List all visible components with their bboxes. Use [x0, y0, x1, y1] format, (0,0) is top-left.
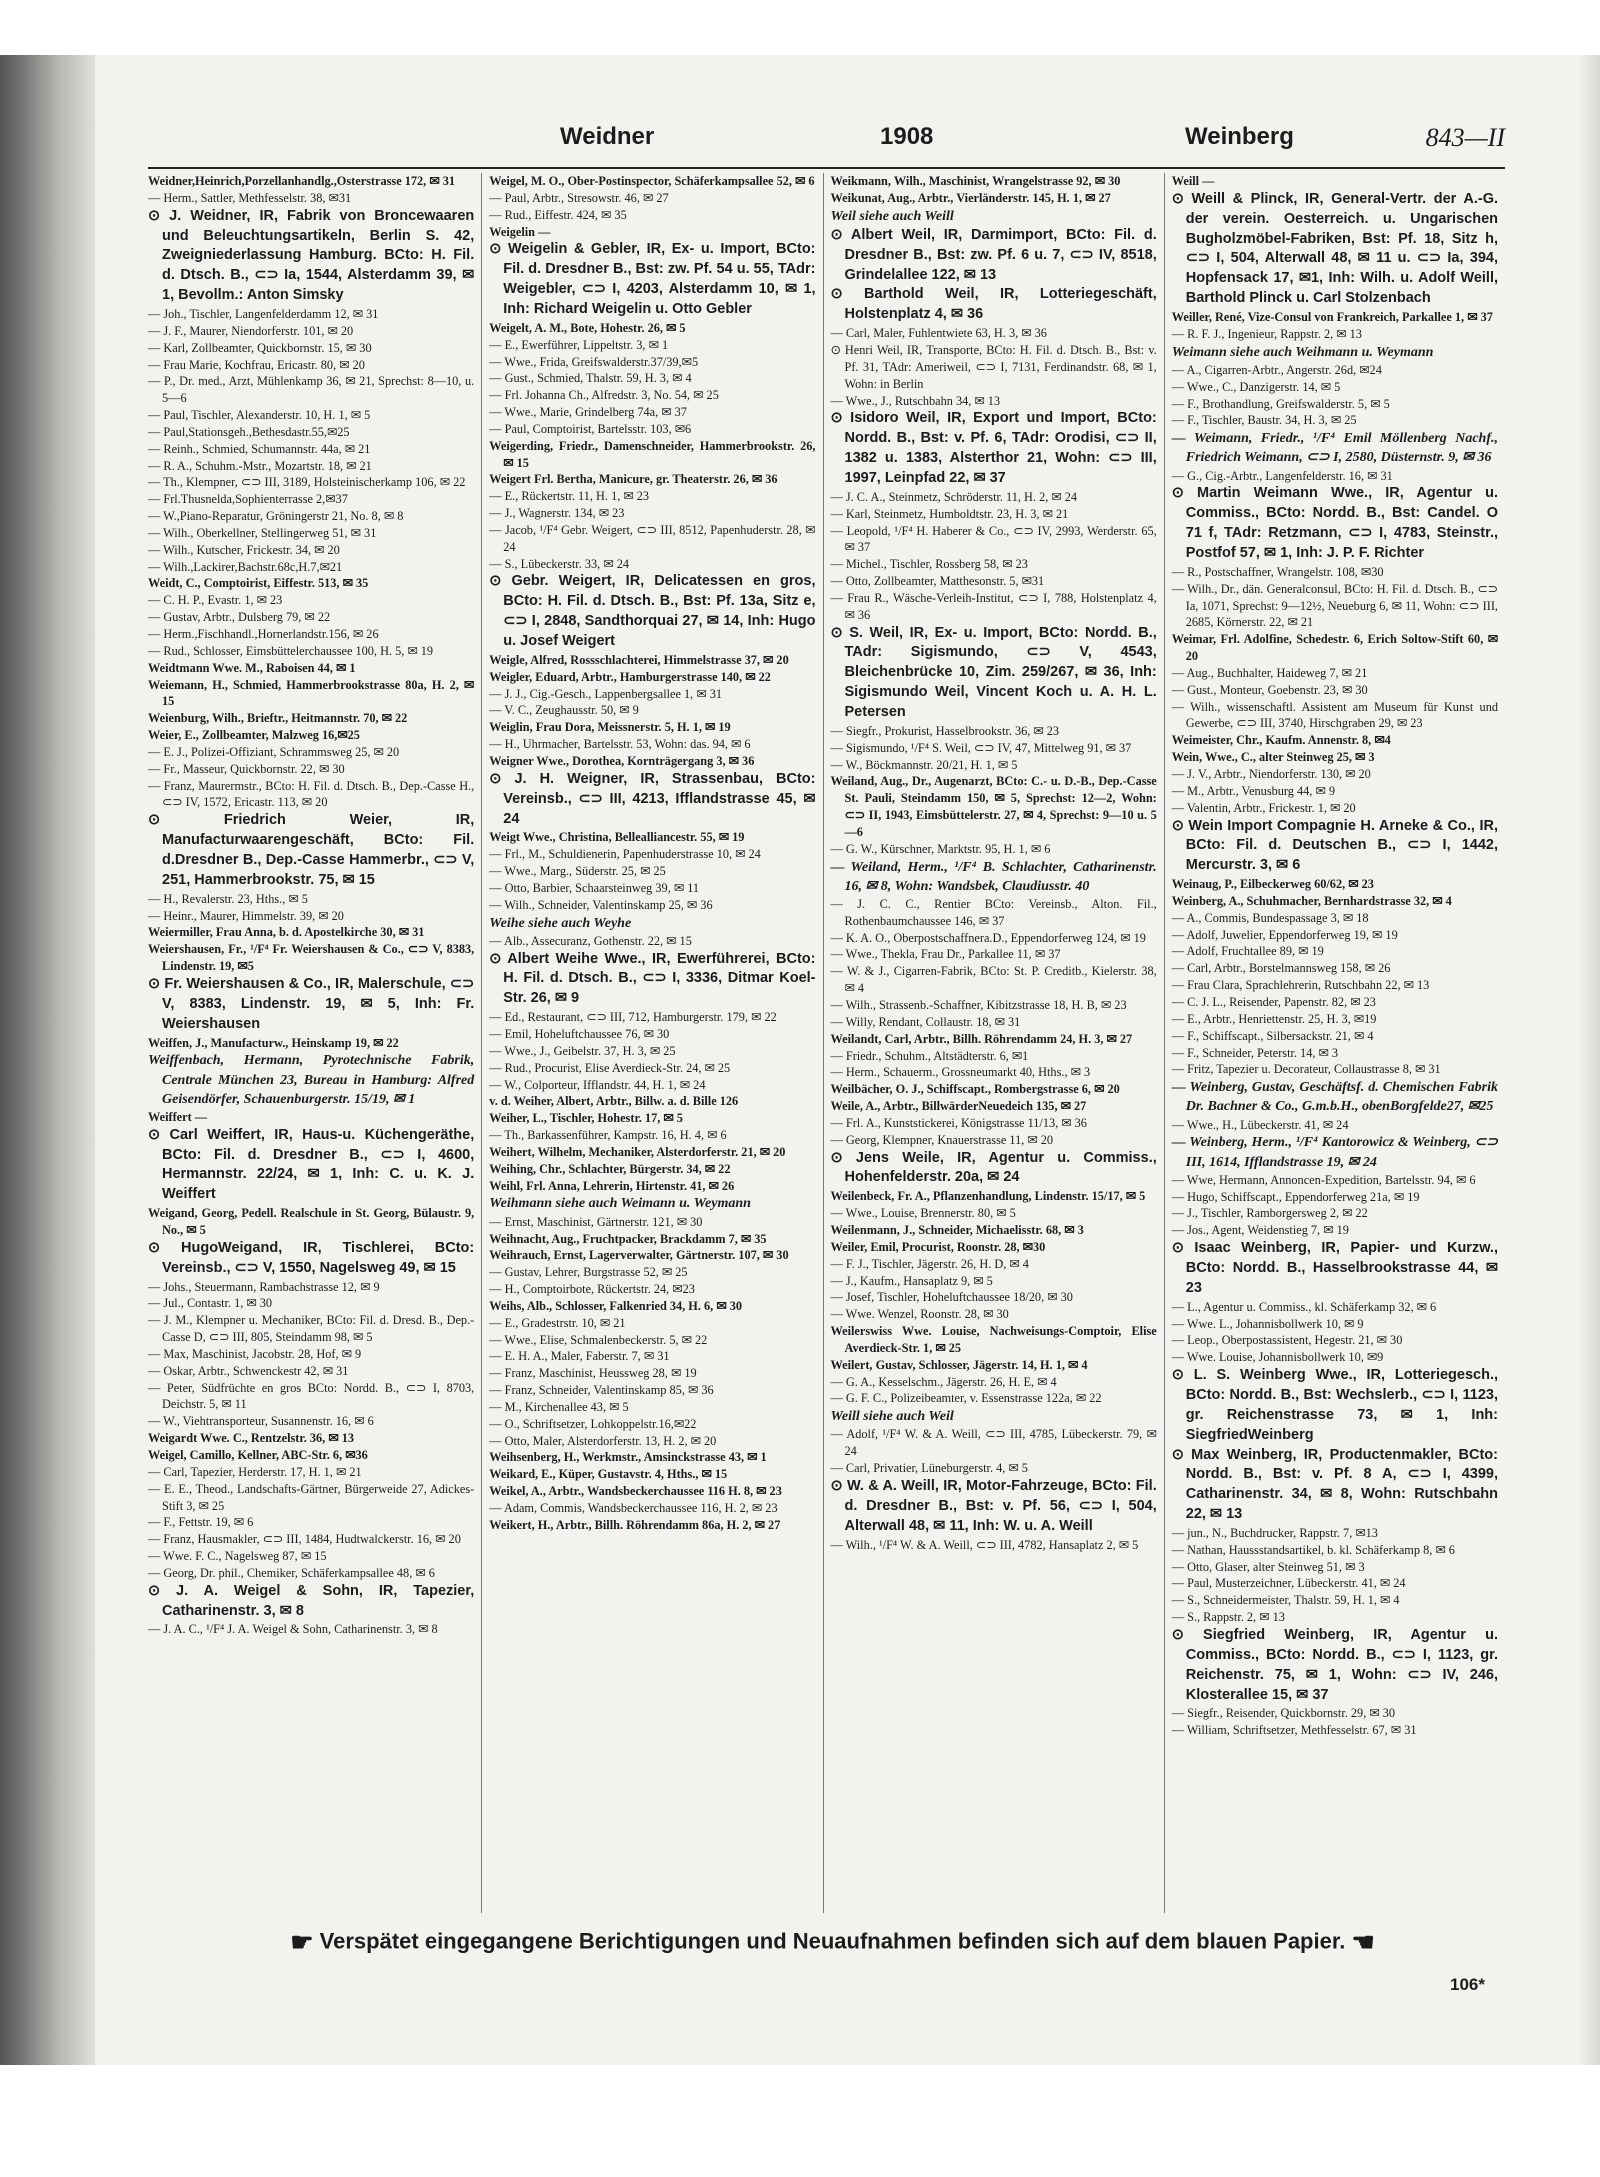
directory-entry: — Wwe. L., Johannisbollwerk 10, ✉ 9	[1171, 1316, 1364, 1331]
directory-entry: — Franz, Hausmakler, ⊂⊃ III, 1484, Hudtwalckerstr. 16, ✉ 20	[148, 1532, 461, 1547]
directory-entry: — Max, Maschinist, Jacobstr. 28, Hof, ✉ 9	[148, 1346, 362, 1361]
directory-entry: — J. M., Klempner u. Mechaniker, BCto: Fil. d. Dresd. B., Dep.-Casse D, ⊂⊃ III, 805, Steindamm 98, ✉ 5	[148, 1313, 475, 1345]
directory-entry: — Heinr., Maurer, Himmelstr. 39, ✉ 20	[148, 908, 344, 923]
directory-entry: ⊙ Isaac Weinberg, IR, Papier- und Kurzw., BCto: Nordd. B., Hasselbrookstrasse 44, ✉ 23	[1171, 1240, 1498, 1296]
directory-entry: Weinberg, A., Schuhmacher, Bernhardstrasse 32, ✉ 4	[1171, 893, 1452, 908]
directory-entry: — Fritz, Tapezier u. Decorateur, Collaustrasse 8, ✉ 31	[1171, 1062, 1441, 1077]
directory-entry: — Wwe, Hermann, Annoncen-Expedition, Bartelsstr. 94, ✉ 6	[1171, 1172, 1476, 1187]
footer-notice-text: Verspätet eingegangene Berichtigungen und Neuaufnahmen befinden sich auf dem blauen Papier.	[319, 1928, 1346, 1954]
directory-entry: Weigel, Camillo, Kellner, ABC-Str. 6, ✉36	[148, 1448, 368, 1463]
directory-entry: ⊙ S. Weil, IR, Ex- u. Import, BCto: Nordd. B., TAdr: Sigismundo, ⊂⊃ V, 4543, Bleichenbrücke 10, Zim. 259/267, ✉ 36, Inh: Sigismundo Weil, Vincent Koch u. A. H. L. Petersen	[830, 624, 1157, 720]
directory-entry: ⊙ Weigelin & Gebler, IR, Ex- u. Import, BCto: Fil. d. Dresdner B., Bst: zw. Pf. 54 u. 55, TAdr: Weigebler, ⊂⊃ I, 4203, Alsterdamm 10, ✉ 1, Inh: Richard Weigelin u. Otto Gebler	[489, 241, 816, 317]
directory-entry: — V. C., Zeughausstr. 50, ✉ 9	[489, 703, 639, 718]
directory-entry: — J. V., Arbtr., Niendorferstr. 130, ✉ 20	[1171, 766, 1371, 781]
header-rule	[148, 167, 1505, 169]
directory-entry: Weil siehe auch Weill	[830, 208, 954, 224]
directory-entry: — A., Cigarren-Arbtr., Angerstr. 26d, ✉24	[1171, 362, 1382, 377]
directory-entry: ⊙ Jens Weile, IR, Agentur u. Commiss., Hohenfelderstr. 20a, ✉ 24	[830, 1149, 1157, 1186]
directory-entry: Weigner Wwe., Dorothea, Kornträgergang 3, ✉ 36	[489, 753, 755, 768]
directory-entry: — Rud., Eiffestr. 424, ✉ 35	[489, 207, 627, 222]
directory-entry: — G., Cig.-Arbtr., Langenfelderstr. 16, ✉ 31	[1171, 468, 1393, 483]
directory-entry: ⊙ Fr. Weiershausen & Co., IR, Malerschule, ⊂⊃ V, 8383, Lindenstr. 19, ✉ 5, Inh: Fr. Weiershausen	[148, 975, 475, 1032]
directory-entry: — Ed., Restaurant, ⊂⊃ III, 712, Hamburgerstr. 179, ✉ 22	[489, 1010, 777, 1025]
directory-entry: Weigerding, Friedr., Damenschneider, Hammerbrookstr. 26, ✉ 15	[489, 438, 816, 470]
directory-entry: — Jacob, ¹/F⁴ Gebr. Weigert, ⊂⊃ III, 8512, Papenhuderstr. 28, ✉ 24	[489, 522, 816, 554]
directory-entry: — Nathan, Haussstandsartikel, b. kl. Schäferkamp 8, ✉ 6	[1171, 1542, 1455, 1557]
directory-entry: — Weinberg, Gustav, Geschäftsf. d. Chemischen Fabrik Dr. Bachner & Co., G.m.b.H., obenBorgfelde27, ✉25	[1171, 1080, 1498, 1115]
directory-entry: Weiglin, Frau Dora, Meissnerstr. 5, H. 1, ✉ 19	[489, 720, 731, 735]
directory-entry: Weill siehe auch Weil	[830, 1409, 954, 1425]
directory-entry: — Wilh., wissenschaftl. Assistent am Museum für Kunst und Gewerbe, ⊂⊃ III, 3740, Hirschgraben 29, ✉ 23	[1171, 699, 1498, 731]
header-left-keyword: Weidner	[560, 123, 655, 150]
directory-entry: — Wwe., Elise, Schmalenbeckerstr. 5, ✉ 22	[489, 1332, 708, 1347]
directory-entry: — E. J., Polizei-Offiziant, Schrammsweg 25, ✉ 20	[148, 744, 400, 759]
directory-entry: — C. J. L., Reisender, Papenstr. 82, ✉ 23	[1171, 995, 1376, 1009]
directory-entry: v. d. Weiher, Albert, Arbtr., Billw. a. d. Bille 126	[489, 1094, 739, 1109]
directory-entry: — Otto, Barbier, Schaarsteinweg 39, ✉ 11	[489, 880, 700, 895]
directory-entry: — Aug., Buchhalter, Haideweg 7, ✉ 21	[1171, 665, 1368, 680]
column-4	[1164, 173, 1505, 1913]
directory-entry: — F., Schiffscapt., Silbersackstr. 21, ✉ 4	[1171, 1028, 1374, 1043]
directory-entry: ⊙ Weill & Plinck, IR, General-Vertr. der A.-G. der verein. Oesterreich. u. Ungarischen Bugholzmöbel-Fabriken, Bst: Pf. 18, Sitz h, ⊂⊃ I, 504, Alterwall 48, ✉ 11 u. ⊂⊃ Ia, 394, Hopfensack 17, ✉1, Inh: Wilh. u. Adolf Weill, Barthold Plinck u. Carl Stolzenbach	[1171, 190, 1498, 307]
directory-entry: — G. F. C., Polizeibeamter, v. Essenstrasse 122a, ✉ 22	[830, 1391, 1102, 1406]
directory-entry: ⊙ Friedrich Weier, IR, Manufacturwaarengeschäft, BCto: Fil. d.Dresdner B., Dep.-Casse Hammerbr., ⊂⊃ V, 251, Hammerbrookstr. 75, ✉ 15	[148, 812, 475, 888]
directory-entry: — Wwe., Frida, Greifswalderstr.37/39,✉5	[489, 354, 699, 369]
directory-entry: Weiermiller, Frau Anna, b. d. Apostelkirche 30, ✉ 31	[148, 925, 425, 940]
directory-entry: Weigler, Eduard, Arbtr., Hamburgerstrasse 140, ✉ 22	[489, 669, 771, 684]
directory-entry: — Wilh., Oberkellner, Stellingerweg 51, ✉ 31	[148, 525, 377, 540]
directory-entry: Weinaug, P., Eilbeckerweg 60/62, ✉ 23	[1171, 877, 1374, 892]
directory-entry: — A., Commis, Bundespassage 3, ✉ 18	[1171, 910, 1369, 925]
directory-entry: — J. A. C., ¹/F⁴ J. A. Weigel & Sohn, Catharinenstr. 3, ✉ 8	[148, 1622, 438, 1637]
directory-entry: — Wwe. Wenzel, Roonstr. 28, ✉ 30	[830, 1307, 1009, 1322]
directory-entry: — Paul, Musterzeichner, Lübeckerstr. 41, ✉ 24	[1171, 1576, 1406, 1591]
directory-entry: — Jul., Contastr. 1, ✉ 30	[148, 1296, 273, 1311]
directory-entry: — Frau R., Wäsche-Verleih-Institut, ⊂⊃ I, 788, Holstenplatz 4, ✉ 36	[830, 590, 1157, 622]
directory-entry: — Paul, Comptoirist, Bartelsstr. 103, ✉6	[489, 421, 692, 436]
directory-entry: Weihe siehe auch Weyhe	[489, 915, 632, 931]
directory-entry: — Rud., Schlosser, Eimsbüttelerchaussee 100, H. 5, ✉ 19	[148, 643, 434, 658]
directory-entry: — J. F., Maurer, Niendorferstr. 101, ✉ 20	[148, 323, 354, 338]
directory-entry: Weilerswiss Wwe. Louise, Nachweisungs-Comptoir, Elise Averdieck-Str. 1, ✉ 25	[830, 1324, 1157, 1355]
header-year: 1908	[880, 123, 934, 150]
directory-entry: — Johs., Steuermann, Rambachstrasse 12, ✉ 9	[148, 1279, 380, 1294]
directory-entry: — Th., Barkassenführer, Kampstr. 16, H. 4, ✉ 6	[489, 1128, 727, 1143]
footer-notice	[260, 1927, 1405, 1958]
directory-entry: — M., Kirchenallee 43, ✉ 5	[489, 1399, 629, 1414]
directory-entry: — Wwe., J., Geibelstr. 37, H. 3, ✉ 25	[489, 1043, 676, 1058]
directory-entry: Weigel, M. O., Ober-Postinspector, Schäferkampsallee 52, ✉ 6	[489, 174, 815, 188]
directory-entry: — Adolf, Juwelier, Eppendorferweg 19, ✉ 19	[1171, 927, 1398, 942]
directory-entry: — Willy, Rendant, Collaustr. 18, ✉ 31	[830, 1014, 1021, 1029]
directory-entry: ⊙ L. S. Weinberg Wwe., IR, Lotteriegesch., BCto: Nordd. B., Bst: Wechslerb., ⊂⊃ I, 1123, gr. Reichenstrasse 73, ✉ 1, Inh: SiegfriedWeinberg	[1171, 1367, 1498, 1443]
directory-entry: ⊙ J. A. Weigel & Sohn, IR, Tapezier, Catharinenstr. 3, ✉ 8	[148, 1582, 475, 1619]
directory-entry: — Wwe., J., Rutschbahn 34, ✉ 13	[830, 393, 1001, 408]
directory-entry: Weiffenbach, Hermann, Pyrotechnische Fabrik, Centrale München 23, Bureau in Hamburg: Alfred Geisendörfer, Schauenburgerstr. 15/19, ✉ 1	[148, 1053, 475, 1107]
directory-entry: Weilenbeck, Fr. A., Pflanzenhandlung, Lindenstr. 15/17, ✉ 5	[830, 1189, 1146, 1204]
header-right-keyword: Weinberg	[1185, 123, 1294, 150]
directory-entry: Weiffert —	[148, 1109, 208, 1124]
directory-entry: — K. A. O., Oberpostschaffnera.D., Eppendorferweg 124, ✉ 19	[830, 930, 1146, 945]
directory-entry: — E., Arbtr., Henriettenstr. 25, H. 3, ✉19	[1171, 1011, 1377, 1026]
directory-entry: — Rud., Procurist, Elise Averdieck-Str. 24, ✉ 25	[489, 1060, 731, 1075]
directory-entry: — Leop., Oberpostassistent, Hegestr. 21, ✉ 30	[1171, 1333, 1403, 1348]
directory-entry: — Hugo, Schiffscapt., Eppendorferweg 21a, ✉ 19	[1171, 1189, 1420, 1204]
directory-entry: ⊙ Siegfried Weinberg, IR, Agentur u. Commiss., BCto: Nordd. B., ⊂⊃ I, 1123, gr. Reichenstr. 75, ✉ 1, Wohn: ⊂⊃ IV, 246, Klosterallee 15, ✉ 37	[1171, 1627, 1498, 1703]
directory-entry: — J. C. A., Steinmetz, Schröderstr. 11, H. 2, ✉ 24	[830, 489, 1078, 504]
directory-entry: — Siegfr., Reisender, Quickbornstr. 29, ✉ 30	[1171, 1706, 1396, 1721]
directory-entry: — G. A., Kesselschm., Jägerstr. 26, H. E, ✉ 4	[830, 1374, 1057, 1389]
directory-entry: Weigelin —	[489, 224, 551, 239]
directory-entry: Weigelt, A. M., Bote, Hohestr. 26, ✉ 5	[489, 320, 686, 335]
directory-entry: — Valentin, Arbtr., Frickestr. 1, ✉ 20	[1171, 800, 1356, 815]
directory-entry: — Wwe. Louise, Johannisbollwerk 10, ✉9	[1171, 1350, 1384, 1365]
directory-entry: Weigardt Wwe. C., Rentzelstr. 36, ✉ 13	[148, 1431, 355, 1446]
directory-entry: ⊙ W. & A. Weill, IR, Motor-Fahrzeuge, BCto: Fil. d. Dresdner B., Bst: v. Pf. 56, ⊂⊃ I, 504, Alterwall 48, ✉ 11, Inh: W. u. A. Weill	[830, 1478, 1157, 1534]
directory-entry: ⊙ HugoWeigand, IR, Tischlerei, BCto: Vereinsb., ⊂⊃ V, 1550, Nagelsweg 49, ✉ 15	[148, 1239, 475, 1276]
directory-entry: — Herm., Schauerm., Grossneumarkt 40, Hths., ✉ 3	[830, 1065, 1091, 1080]
directory-entry: — Herm.,Fischhandl.,Hornerlandstr.156, ✉ 26	[148, 627, 379, 642]
directory-entry: — Th., Klempner, ⊂⊃ III, 3189, Holsteinischerkamp 106, ✉ 22	[148, 475, 466, 490]
directory-entry: Weikert, H., Arbtr., Billh. Röhrendamm 86a, H. 2, ✉ 27	[489, 1517, 781, 1532]
directory-entry: Weilandt, Carl, Arbtr., Billh. Röhrendamm 24, H. 3, ✉ 27	[830, 1031, 1133, 1046]
directory-entry: — G. W., Kürschner, Marktstr. 95, H. 1, ✉ 6	[830, 841, 1051, 856]
directory-entry: Weiller, René, Vize-Consul von Frankreich, Parkallee 1, ✉ 37	[1171, 310, 1493, 324]
directory-entry: — Gustav, Lehrer, Burgstrasse 52, ✉ 25	[489, 1265, 688, 1280]
directory-entry: — Wilh., Schneider, Valentinskamp 25, ✉ 36	[489, 897, 713, 912]
directory-entry: Weimeister, Chr., Kaufm. Annenstr. 8, ✉4	[1171, 733, 1391, 748]
directory-entry: Weidtmann Wwe. M., Raboisen 44, ✉ 1	[148, 660, 356, 675]
directory-entry: — F., Tischler, Baustr. 34, H. 3, ✉ 25	[1171, 413, 1357, 428]
directory-entry: Weimar, Frl. Adolfine, Schedestr. 6, Erich Soltow-Stift 60, ✉ 20	[1171, 632, 1498, 664]
directory-entry: ⊙ Gebr. Weigert, IR, Delicatessen en gros, BCto: H. Fil. d. Dtsch. B., Bst: Pf. 13a, Sitz e, ⊂⊃ I, 2848, Sandthorquai 27, ✉ 14, Inh: Hugo u. Josef Weigert	[489, 573, 816, 650]
directory-entry: ⊙ Barthold Weil, IR, Lotteriegeschäft, Holstenplatz 4, ✉ 36	[830, 286, 1157, 323]
directory-entry: — Wwe., Thekla, Frau Dr., Parkallee 11, ✉ 37	[830, 947, 1061, 962]
directory-entry: Weigt Wwe., Christina, Bellealliancestr. 55, ✉ 19	[489, 830, 745, 845]
directory-entry: — F., Brothandlung, Greifswalderstr. 5, ✉ 5	[1171, 396, 1390, 411]
directory-entry: — Wilh., Kutscher, Frickestr. 34, ✉ 20	[148, 542, 340, 557]
directory-entry: — W.,Piano-Reparatur, Gröningerstr 21, No. 8, ✉ 8	[148, 509, 404, 524]
pointing-hand-left-icon: ☛	[290, 1927, 314, 1957]
directory-entry: — W., Colporteur, Ifflandstr. 44, H. 1, ✉ 24	[489, 1077, 706, 1092]
directory-entry: — Wilh., ¹/F⁴ W. & A. Weill, ⊂⊃ III, 4782, Hansaplatz 2, ✉ 5	[830, 1537, 1139, 1552]
directory-entry: Weihl, Frl. Anna, Lehrerin, Hirtenstr. 41, ✉ 26	[489, 1178, 735, 1193]
directory-entry: — F., Schneider, Peterstr. 14, ✉ 3	[1171, 1045, 1339, 1060]
directory-entry: ⊙ Henri Weil, IR, Transporte, BCto: H. Fil. d. Dtsch. B., Bst: v. Pf. 31, TAdr: Ameriweil, ⊂⊃ I, 7131, Ferdinandstr. 68, ✉ 1, Wohn: in Berlin	[830, 343, 1157, 391]
directory-entry: — E., Gradestrstr. 10, ✉ 21	[489, 1315, 626, 1330]
directory-entry: — Otto, Glaser, alter Steinweg 51, ✉ 3	[1171, 1559, 1365, 1574]
directory-entry: — E., Ewerführer, Lippeltstr. 3, ✉ 1	[489, 337, 669, 352]
directory-entry: — Frl.Thusnelda,Sophienterrasse 2,✉37	[148, 492, 348, 507]
directory-entry: — Weimann, Friedr., ¹/F⁴ Emil Möllenberg Nachf., Friedrich Weimann, ⊂⊃ I, 2580, Düsternstr. 9, ✉ 36	[1171, 431, 1498, 466]
directory-entry: — S., Schneidermeister, Thalstr. 59, H. 1, ✉ 4	[1171, 1593, 1400, 1608]
directory-entry: Weier, E., Zollbeamter, Malzweg 16,✉25	[148, 728, 360, 743]
directory-entry: — E. E., Theod., Landschafts-Gärtner, Bürgerweide 27, Adickes-Stift 3, ✉ 25	[148, 1481, 475, 1513]
directory-entry: Weihert, Wilhelm, Mechaniker, Alsterdorferstr. 21, ✉ 20	[489, 1144, 786, 1159]
directory-entry: — Oskar, Arbtr., Schwenckestr 42, ✉ 31	[148, 1363, 349, 1378]
directory-entry: Weikel, A., Arbtr., Wandsbeckerchaussee 116 H. 8, ✉ 23	[489, 1484, 782, 1499]
directory-entry: Weihing, Chr., Schlachter, Bürgerstr. 34, ✉ 22	[489, 1161, 731, 1176]
directory-entry: — W., Böckmannstr. 20/21, H. 1, ✉ 5	[830, 757, 1018, 772]
directory-entry: — O., Schriftsetzer, Lohkoppelstr.16,✉22	[489, 1416, 697, 1431]
directory-entry: — J. C. C., Rentier BCto: Vereinsb., Alton. Fil., Rothenbaumchaussee 146, ✉ 37	[830, 896, 1157, 928]
directory-entry: — Weiland, Herm., ¹/F⁴ B. Schlachter, Catharinenstr. 16, ✉ 8, Wohn: Wandsbek, Claudiusstr. 40	[830, 859, 1157, 894]
directory-entry: — H., Uhrmacher, Bartelsstr. 53, Wohn: das. 94, ✉ 6	[489, 737, 751, 752]
header-page-number: 843—II	[1425, 123, 1505, 152]
directory-entry: — Wwe., H., Lübeckerstr. 41, ✉ 24	[1171, 1117, 1349, 1132]
directory-entry: ⊙ Albert Weil, IR, Darmimport, BCto: Fil. d. Dresdner B., Bst: zw. Pf. 6 u. 7, ⊂⊃ IV, 8518, Grindelallee 122, ✉ 13	[830, 226, 1157, 283]
directory-entry: — E., Rückertstr. 11, H. 1, ✉ 23	[489, 489, 650, 504]
directory-entry: — R. A., Schuhm.-Mstr., Mozartstr. 18, ✉ 21	[148, 458, 372, 473]
directory-entry: Weiemann, H., Schmied, Hammerbrookstrasse 80a, H. 2, ✉ 15	[148, 677, 475, 709]
directory-entry: — M., Arbtr., Venusburg 44, ✉ 9	[1171, 783, 1335, 798]
directory-entry: — Otto, Maler, Alsterdorferstr. 13, H. 2, ✉ 20	[489, 1433, 717, 1448]
directory-entry: — Gustav, Arbtr., Dulsberg 79, ✉ 22	[148, 610, 331, 625]
directory-entry: — Frl., M., Schuldienerin, Papenhuderstrasse 10, ✉ 24	[489, 847, 761, 862]
directory-entry: Weihs, Alb., Schlosser, Falkenried 34, H. 6, ✉ 30	[489, 1298, 742, 1313]
directory-entry: — Fr., Masseur, Quickbornstr. 22, ✉ 30	[148, 761, 345, 776]
directory-entry: — Adolf, ¹/F⁴ W. & A. Weill, ⊂⊃ III, 4785, Lübeckerstr. 79, ✉ 24	[830, 1427, 1157, 1459]
directory-entry: — Wwe., Louise, Brennerstr. 80, ✉ 5	[830, 1206, 1016, 1221]
directory-entry: — R. F. J., Ingenieur, Rappstr. 2, ✉ 13	[1171, 326, 1362, 341]
directory-entry: — Carl, Tapezier, Herderstr. 17, H. 1, ✉ 21	[148, 1464, 362, 1479]
directory-entry: Weikard, E., Küper, Gustavstr. 4, Hths., ✉ 15	[489, 1467, 728, 1482]
directory-entry: — Herm., Sattler, Methfesselstr. 38, ✉31	[148, 190, 352, 205]
directory-entry: — H., Revalerstr. 23, Hths., ✉ 5	[148, 891, 308, 906]
directory-entry: — W. & J., Cigarren-Fabrik, BCto: St. P. Creditb., Kielerstr. 38, ✉ 4	[830, 964, 1157, 996]
directory-entry: — Frl. A., Kunststickerei, Königstrasse 11/13, ✉ 36	[830, 1115, 1087, 1130]
directory-entry: — Paul, Arbtr., Stresowstr. 46, ✉ 27	[489, 190, 669, 205]
directory-entry: — Wwe., Marg., Süderstr. 25, ✉ 25	[489, 864, 666, 879]
directory-entry: Weiland, Aug., Dr., Augenarzt, BCto: C.- u. D.-B., Dep.-Casse St. Pauli, Steindamm 150, ✉ 5, Sprechst: 12—2, Wohn: ⊂⊃ II, 1943, Eimsbüttelerstr. 27, ✉ 4, Sprechst: 9—10 u. 5—6	[830, 774, 1157, 839]
directory-entry: — Gust., Schmied, Thalstr. 59, H. 3, ✉ 4	[489, 371, 692, 386]
directory-entry: — L., Agentur u. Commiss., kl. Schäferkamp 32, ✉ 6	[1171, 1299, 1437, 1314]
directory-entry: Weill —	[1171, 174, 1215, 188]
directory-entry: — Ernst, Maschinist, Gärtnerstr. 121, ✉ 30	[489, 1214, 703, 1229]
directory-entry: — Karl, Zollbeamter, Quickbornstr. 15, ✉ 30	[148, 340, 372, 355]
directory-entry: — Wwe., C., Danzigerstr. 14, ✉ 5	[1171, 379, 1341, 394]
directory-entry: ⊙ Carl Weiffert, IR, Haus-u. Küchengeräthe, BCto: Fil. d. Dresdner B., ⊂⊃ I, 4600, Hermannstr. 22/24, ✉ 1, Inh: C. u. K. J. Weiffert	[148, 1126, 475, 1203]
column-3	[823, 173, 1164, 1913]
pointing-hand-right-icon: ☚	[1351, 1927, 1375, 1957]
directory-entry: — Paul, Tischler, Alexanderstr. 10, H. 1, ✉ 5	[148, 408, 371, 423]
column-2	[481, 173, 822, 1913]
directory-page	[100, 55, 1505, 2065]
directory-entry: Weigert Frl. Bertha, Manicure, gr. Theaterstr. 26, ✉ 36	[489, 472, 778, 487]
directory-entry: — E. H. A., Maler, Faberstr. 7, ✉ 31	[489, 1349, 670, 1364]
directory-entry: — Gust., Monteur, Goebenstr. 23, ✉ 30	[1171, 682, 1368, 697]
directory-entry: — Frau Clara, Sprachlehrerin, Rutschbahn 22, ✉ 13	[1171, 978, 1430, 993]
directory-entry: Weienburg, Wilh., Brieftr., Heitmannstr. 70, ✉ 22	[148, 711, 408, 726]
directory-entry: Weigand, Georg, Pedell. Realschule in St. Georg, Bülaustr. 9, No., ✉ 5	[148, 1206, 475, 1238]
directory-entry: — Frl. Johanna Ch., Alfredstr. 3, No. 54, ✉ 25	[489, 388, 719, 403]
directory-entry: — Emil, Hoheluftchaussee 76, ✉ 30	[489, 1027, 670, 1042]
directory-entry: — Paul,Stationsgeh.,Bethesdastr.55,✉25	[148, 424, 350, 439]
directory-entry: — Siegfr., Prokurist, Hasselbrookstr. 36, ✉ 23	[830, 723, 1060, 738]
directory-entry: — Karl, Steinmetz, Humboldtstr. 23, H. 3, ✉ 21	[830, 506, 1069, 521]
directory-entry: Weiler, Emil, Procurist, Roonstr. 28, ✉30	[830, 1239, 1046, 1254]
directory-entry: — Wilh.,Lackirer,Bachstr.68c,H.7,✉21	[148, 559, 343, 574]
directory-entry: — Carl, Maler, Fuhlentwiete 63, H. 3, ✉ 36	[830, 326, 1047, 341]
column-1	[148, 173, 481, 1913]
directory-entry: — F. J., Tischler, Jägerstr. 26, H. D, ✉ 4	[830, 1256, 1029, 1271]
directory-entry: — J., Kaufm., Hansaplatz 9, ✉ 5	[830, 1273, 993, 1288]
directory-entry: — Sigismundo, ¹/F⁴ S. Weil, ⊂⊃ IV, 47, Mittelweg 91, ✉ 37	[830, 740, 1132, 755]
directory-entry: — Wilh., Strassenb.-Schaffner, Kibitzstrasse 18, H. B, ✉ 23	[830, 998, 1127, 1013]
directory-entry: — Alb., Assecuranz, Gothenstr. 22, ✉ 15	[489, 933, 692, 948]
directory-entry: Wein, Wwe., C., alter Steinweg 25, ✉ 3	[1171, 750, 1375, 765]
directory-entry: — W., Viehtransporteur, Susannenstr. 16, ✉ 6	[148, 1414, 374, 1429]
directory-entry: Weilert, Gustav, Schlosser, Jägerstr. 14, H. 1, ✉ 4	[830, 1357, 1088, 1372]
directory-entry: — R., Postschaffner, Wrangelstr. 108, ✉30	[1171, 564, 1384, 579]
directory-entry: — Frau Marie, Kochfrau, Ericastr. 80, ✉ 20	[148, 357, 365, 372]
directory-entry: ⊙ Max Weinberg, IR, Productenmakler, BCto: Nordd. B., Bst: v. Pf. 8 A, ⊂⊃ I, 4399, Catharinenstr. 34, ✉ 8, Wohn: Rutschbahn 22, ✉ 13	[1171, 1446, 1498, 1523]
directory-entry: — S., Lübeckerstr. 33, ✉ 24	[489, 556, 629, 571]
directory-entry: — Franz, Maurermstr., BCto: H. Fil. d. Dtsch. B., Dep.-Casse H., ⊂⊃ IV, 1572, Ericastr. 113, ✉ 20	[148, 778, 475, 810]
directory-entry: — Adolf, Fruchtallee 89, ✉ 19	[1171, 944, 1324, 959]
directory-entry: Weidt, C., Comptoirist, Eiffestr. 513, ✉ 35	[148, 576, 369, 591]
directory-entry: — J., Tischler, Ramborgersweg 2, ✉ 22	[1171, 1206, 1368, 1221]
directory-entry: — J., Wagnerstr. 134, ✉ 23	[489, 506, 625, 521]
directory-entry: — J. J., Cig.-Gesch., Lappenbergsallee 1, ✉ 31	[489, 686, 722, 701]
directory-entry: — Carl, Arbtr., Borstelmannsweg 158, ✉ 26	[1171, 961, 1391, 976]
directory-entry: Weidner,Heinrich,Porzellanhandlg.,Osterstrasse 172, ✉ 31	[148, 174, 456, 188]
directory-entry: — Wwe. F. C., Nagelsweg 87, ✉ 15	[148, 1549, 327, 1564]
directory-entry: — H., Comptoirbote, Rückertstr. 24, ✉23	[489, 1282, 695, 1297]
directory-entry: — P., Dr. med., Arzt, Mühlenkamp 36, ✉ 21, Sprechst: 8—10, u. 5—6	[148, 374, 475, 406]
directory-entry: — Weinberg, Herm., ¹/F⁴ Kantorowicz & Weinberg, ⊂⊃ III, 1614, Ifflandstrasse 19, ✉ 24	[1171, 1135, 1498, 1170]
directory-entry: — Carl, Privatier, Lüneburgerstr. 4, ✉ 5	[830, 1461, 1028, 1476]
directory-entry: — Joh., Tischler, Langenfelderdamm 12, ✉ 31	[148, 306, 379, 321]
book-binding-shadow	[0, 55, 95, 2065]
directory-entry: Weile, A., Arbtr., BillwärderNeuedeich 135, ✉ 27	[830, 1099, 1087, 1114]
directory-entry: — William, Schriftsetzer, Methfesselstr. 67, ✉ 31	[1171, 1723, 1417, 1738]
directory-entry: ⊙ Wein Import Compagnie H. Arneke & Co., IR, BCto: Fil. d. Deutschen B., ⊂⊃ I, 1442, Mercurstr. 3, ✉ 6	[1171, 817, 1498, 874]
directory-entry: Weilbächer, O. J., Schiffscapt., Rombergstrasse 6, ✉ 20	[830, 1082, 1120, 1097]
directory-entry: — Friedr., Schuhm., Altstädterstr. 6, ✉1	[830, 1048, 1029, 1063]
running-header	[180, 123, 1505, 163]
directory-entry: ⊙ Martin Weimann Wwe., IR, Agentur u. Commiss., BCto: Nordd. B., Bst: Candel. O 71 f, TAdr: Retzmann, ⊂⊃ I, 4783, Steinstr., Postfof 57, ✉ 1, Inh: J. P. F. Richter	[1171, 485, 1498, 561]
directory-entry: ⊙ J. H. Weigner, IR, Strassenbau, BCto: Vereinsb., ⊂⊃ III, 4213, Ifflandstrasse 45, ✉ 24	[489, 770, 816, 827]
directory-entry: ⊙ J. Weidner, IR, Fabrik von Broncewaaren und Beleuchtungsartikeln, Berlin S. 42, Zweigniederlassung Hamburg. BCto: H. Fil. d. Dtsch. B., ⊂⊃ Ia, 1544, Alsterdamm 39, ✉ 1, Bevollm.: Anton Simsky	[148, 207, 475, 304]
directory-columns	[148, 173, 1505, 1913]
directory-entry: Weihnacht, Aug., Fruchtpacker, Brackdamm 7, ✉ 35	[489, 1231, 767, 1246]
directory-entry: Weigle, Alfred, Rossschlachterei, Himmelstrasse 37, ✉ 20	[489, 652, 789, 667]
directory-entry: Weihmann siehe auch Weimann u. Weymann	[489, 1196, 751, 1212]
directory-entry: — Franz, Schneider, Valentinskamp 85, ✉ 36	[489, 1383, 714, 1398]
directory-entry: ⊙ Albert Weihe Wwe., IR, Ewerführerei, BCto: H. Fil. d. Dtsch. B., ⊂⊃ I, 3336, Ditmar Koel-Str. 26, ✉ 9	[489, 950, 816, 1007]
page-edge-shadow	[1578, 55, 1600, 2065]
directory-entry: ⊙ Isidoro Weil, IR, Export und Import, BCto: Nordd. B., Bst: v. Pf. 6, TAdr: Orodisi, ⊂⊃ II, 1382 u. 1383, Alsterthor 21, Wohn: ⊂⊃ III, 1997, Leinpfad 22, ✉ 37	[830, 410, 1157, 486]
directory-entry: — jun., N., Buchdrucker, Rappstr. 7, ✉13	[1171, 1525, 1378, 1540]
directory-entry: — Otto, Zollbeamter, Matthesonstr. 5, ✉31	[830, 574, 1045, 589]
directory-entry: — Reinh., Schmied, Schumannstr. 44a, ✉ 21	[148, 441, 371, 456]
directory-entry: — Peter, Südfrüchte en gros BCto: Nordd. B., ⊂⊃ I, 8703, Deichstr. 5, ✉ 11	[148, 1380, 475, 1412]
directory-entry: — F., Fettstr. 19, ✉ 6	[148, 1515, 254, 1530]
directory-entry: — Leopold, ¹/F⁴ H. Haberer & Co., ⊂⊃ IV, 2993, Werderstr. 65, ✉ 37	[830, 523, 1157, 555]
directory-entry: — S., Rappstr. 2, ✉ 13	[1171, 1610, 1285, 1625]
directory-entry: Weihsenberg, H., Werkmstr., Amsinckstrasse 43, ✉ 1	[489, 1450, 767, 1465]
directory-entry: Weihrauch, Ernst, Lagerverwalter, Gärtnerstr. 107, ✉ 30	[489, 1248, 789, 1263]
directory-entry: Weilenmann, J., Schneider, Michaelisstr. 68, ✉ 3	[830, 1223, 1084, 1238]
directory-entry: — C. H. P., Evastr. 1, ✉ 23	[148, 593, 283, 608]
directory-entry: — Jos., Agent, Weidenstieg 7, ✉ 19	[1171, 1223, 1349, 1238]
page-number: 106*	[1450, 1975, 1485, 1994]
directory-entry: Weiffen, J., Manufacturw., Heinskamp 19, ✉ 22	[148, 1035, 399, 1050]
directory-entry: — Josef, Tischler, Hoheluftchaussee 18/20, ✉ 30	[830, 1290, 1073, 1305]
directory-entry: Weimann siehe auch Weihmann u. Weymann	[1171, 344, 1434, 360]
directory-entry: — Wilh., Dr., dän. Generalconsul, BCto: H. Fil. d. Dtsch. B., ⊂⊃ Ia, 1071, Sprechst: 9—12½, Neueburg 6, ✉ 11, Wohn: ⊂⊃ III, 2685, Körnerstr. 22, ✉ 21	[1171, 581, 1498, 630]
directory-entry: Weikunat, Aug., Arbtr., Vierländerstr. 145, H. 1, ✉ 27	[830, 190, 1111, 205]
directory-entry: Weiher, L., Tischler, Hohestr. 17, ✉ 5	[489, 1111, 683, 1126]
directory-entry: — Adam, Commis, Wandsbeckerchaussee 116, H. 2, ✉ 23	[489, 1501, 778, 1515]
directory-entry: — Georg, Dr. phil., Chemiker, Schäferkampsallee 48, ✉ 6	[148, 1565, 435, 1580]
directory-entry: — Michel., Tischler, Rossberg 58, ✉ 23	[830, 557, 1028, 572]
directory-entry: Weikmann, Wilh., Maschinist, Wrangelstrasse 92, ✉ 30	[830, 174, 1121, 188]
directory-entry: — Georg, Klempner, Knauerstrasse 11, ✉ 20	[830, 1132, 1054, 1147]
directory-entry: — Franz, Maschinist, Heussweg 28, ✉ 19	[489, 1366, 697, 1381]
directory-entry: Weiershausen, Fr., ¹/F⁴ Fr. Weiershausen & Co., ⊂⊃ V, 8383, Lindenstr. 19, ✉5	[148, 942, 475, 974]
directory-entry: — Wwe., Marie, Grindelberg 74a, ✉ 37	[489, 405, 687, 420]
